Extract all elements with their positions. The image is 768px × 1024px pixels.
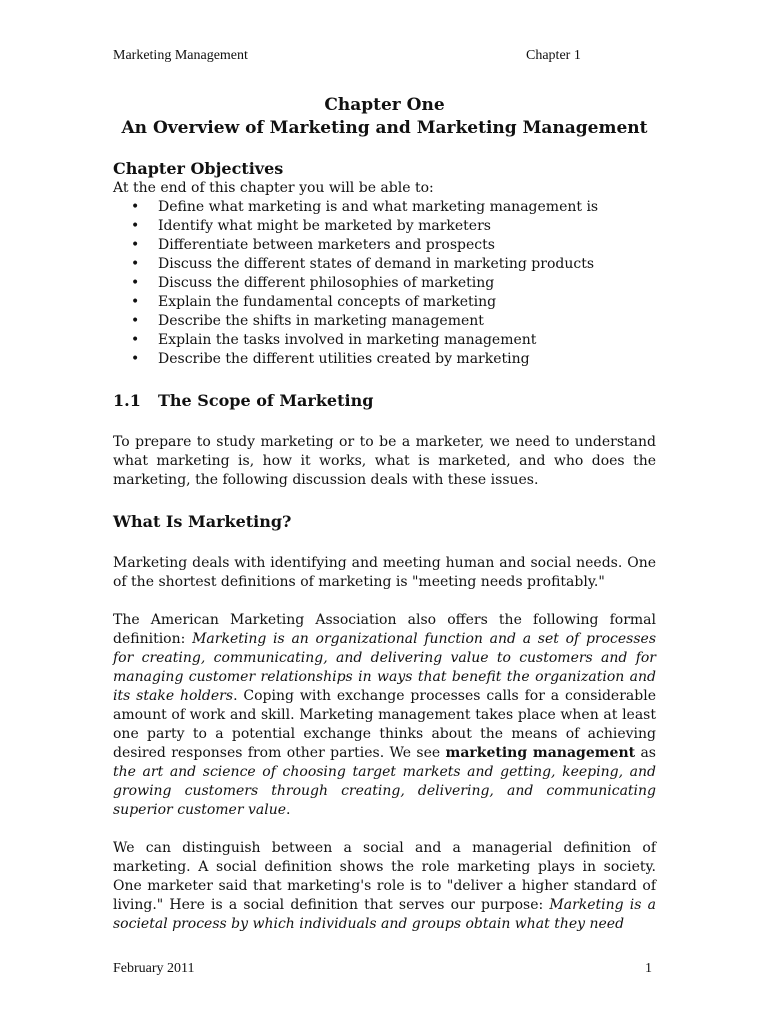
bullet-icon: • [131, 351, 140, 367]
objectives-list [113, 198, 656, 369]
objective-item: • Describe the shifts in marketing management [131, 313, 484, 329]
bullet-icon: • [131, 313, 140, 329]
objective-item: • Explain the tasks involved in marketing management [131, 332, 537, 348]
objective-item: • Describe the different utilities created by marketing [131, 351, 530, 367]
bullet-icon: • [131, 237, 140, 253]
social-definition-quote: Marketing is a societal process by which individuals and groups obtain what they need [113, 897, 656, 932]
bullet-icon: • [131, 275, 140, 291]
objective-item: • Differentiate between marketers and prospects [131, 237, 495, 253]
objective-item: • Identify what might be marketed by marketers [131, 218, 491, 234]
bullet-icon: • [131, 294, 140, 310]
chapter-number-title: Chapter One [324, 95, 445, 115]
page-number: 1 [645, 961, 652, 976]
objectives-intro: At the end of this chapter you will be able to: [113, 180, 434, 196]
footer-date: February 2011 [113, 961, 195, 976]
section-title: The Scope of Marketing [158, 391, 374, 410]
what-is-marketing-heading: What Is Marketing? [113, 512, 292, 531]
marketing-management-definition: the art and science of choosing target markets and getting, keeping, and growing customers through creating, delivering, and communicating superior customer value [113, 764, 656, 818]
header-document-title: Marketing Management [113, 48, 248, 63]
key-term: marketing management [445, 745, 636, 761]
objective-item: • Discuss the different philosophies of marketing [131, 275, 495, 291]
section-number: 1.1 [113, 391, 141, 410]
bullet-icon: • [131, 332, 140, 348]
objective-item: • Explain the fundamental concepts of marketing [131, 294, 497, 310]
bullet-icon: • [131, 256, 140, 272]
chapter-subtitle: An Overview of Marketing and Marketing Management [121, 118, 648, 138]
objective-item: • Define what marketing is and what marketing management is [131, 199, 599, 215]
page-content [113, 94, 656, 934]
bullet-icon: • [131, 199, 140, 215]
scope-paragraph: To prepare to study marketing or to be a marketer, we need to understand what marketing is, how it works, what is marketed, and who does the marketing, the following discussion deals with these issues. [113, 434, 656, 488]
objective-item: • Discuss the different states of demand in marketing products [131, 256, 595, 272]
definition-paragraph: Marketing deals with identifying and meeting human and social needs. One of the shortest definitions of marketing is "meeting needs profitably." [113, 555, 656, 590]
chapter-title-block [113, 94, 656, 140]
section-heading [113, 391, 656, 411]
ama-definition-quote: Marketing is an organizational function and a set of processes for creating, communicating, and delivering value to customers and for managing customer relationships in ways that benefit the organization and its stake holders [113, 631, 657, 704]
ama-definition-paragraph: The American Marketing Association also offers the following formal definition: Marketing is an organizational function and a set of processes for creating, communicating, and delivering value to customers and for managing customer relationships in ways that benefit the organization and its stake holders. Coping with exchange processes calls for a considerable amount of work and skill. Marketing management takes place when at least one party to a potential exchange thinks about the means of achieving desired responses from other parties. We see marketing management as the art and science of choosing target markets and getting, keeping, and growing customers through creating, delivering, and communicating superior customer value. [113, 612, 657, 818]
bullet-icon: • [131, 218, 140, 234]
social-definition-paragraph: We can distinguish between a social and a managerial definition of marketing. A social definition shows the role marketing plays in society. One marketer said that marketing's role is to "deliver a higher standard of living." Here is a social definition that serves our purpose: Marketing is a societal process by which individuals and groups obtain what they need [113, 840, 656, 932]
objectives-heading: Chapter Objectives [113, 159, 284, 178]
header-chapter-label: Chapter 1 [526, 48, 581, 63]
